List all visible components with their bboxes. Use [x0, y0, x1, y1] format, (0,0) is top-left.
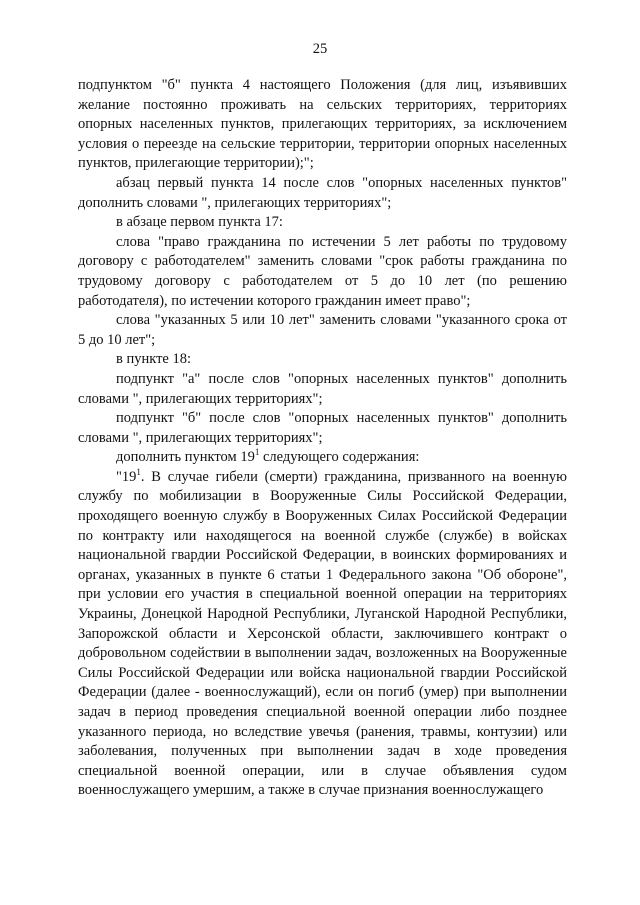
paragraph: подпункт "б" после слов "опорных населенных пунктов" дополнить словами ", прилегающих территориях";	[78, 410, 567, 446]
paragraph-text: . В случае гибели (смерти) гражданина, призванного на военную службу по мобилизации в Вооруженные Силы Российской Федерации, проходящего военную службу в Вооруженных Силах Российской Федерации по контракту или находящегося на военной службе (службе) в войсках национальной гвардии Российской Федерации, в воинских формированиях и органах, указанных в пункте 6 статьи 1 Федерального закона "Об обороне", при условии его участия в специальной военной операции на территориях Украины, Донецкой Народной Республики, Луганской Народной Республики, Запорожской области и Херсонской области, заключившего контракт о добровольном содействии в выполнении задач, возложенных на Вооруженные Силы Российской Федерации или войска национальной гвардии Российской Федерации (далее - военнослужащий), если он погиб (умер) при выполнении задач в период проведения специальной военной операции либо позднее указанного периода, но вследствие увечья (ранения, травмы, контузии) или заболевания, полученных при выполнении задач в ходе проведения специальной военной операции, или в случае объявления судом военнослужащего умершим, а также в случае признания военнослужащего	[78, 468, 567, 799]
paragraph-text: дополнить пунктом 19	[116, 449, 255, 466]
paragraph: абзац первый пункта 14 после слов "опорных населенных пунктов" дополнить словами ", прилегающих территориях";	[78, 174, 567, 211]
superscript: 1	[136, 466, 141, 477]
paragraph-text: "19	[116, 468, 137, 485]
paragraph: слова "указанных 5 или 10 лет" заменить словами "указанного срока от 5 до 10 лет";	[78, 312, 567, 348]
paragraph	[78, 468, 567, 801]
paragraph: в абзаце первом пункта 17:	[116, 214, 283, 231]
page-number: 25	[312, 41, 328, 57]
superscript: 1	[254, 447, 260, 458]
paragraph-continuation: подпунктом "б" пункта 4 настоящего Положения (для лиц, изъявивших желание постоянно проживать на сельских территориях, территориях опорных населенных пунктов, прилегающих территориях, за исключением условия о переезде на сельские территории, территории опорных населенных пунктов, прилегающие территории);";	[78, 77, 567, 172]
paragraph: слова "право гражданина по истечении 5 лет работы по трудовому договору с работодателем" заменить словами "срок работы гражданина по трудовому договору с работодателем от 5 до 10 лет (по решению работодателя), по истечении которого гражданин имеет право";	[78, 233, 567, 309]
paragraph: в пункте 18:	[116, 351, 192, 368]
paragraph: подпункт "а" после слов "опорных населенных пунктов" дополнить словами ", прилегающих территориях";	[78, 370, 567, 407]
paragraph-text: следующего содержания:	[259, 449, 420, 466]
document-body	[78, 76, 567, 801]
paragraph	[78, 448, 567, 468]
